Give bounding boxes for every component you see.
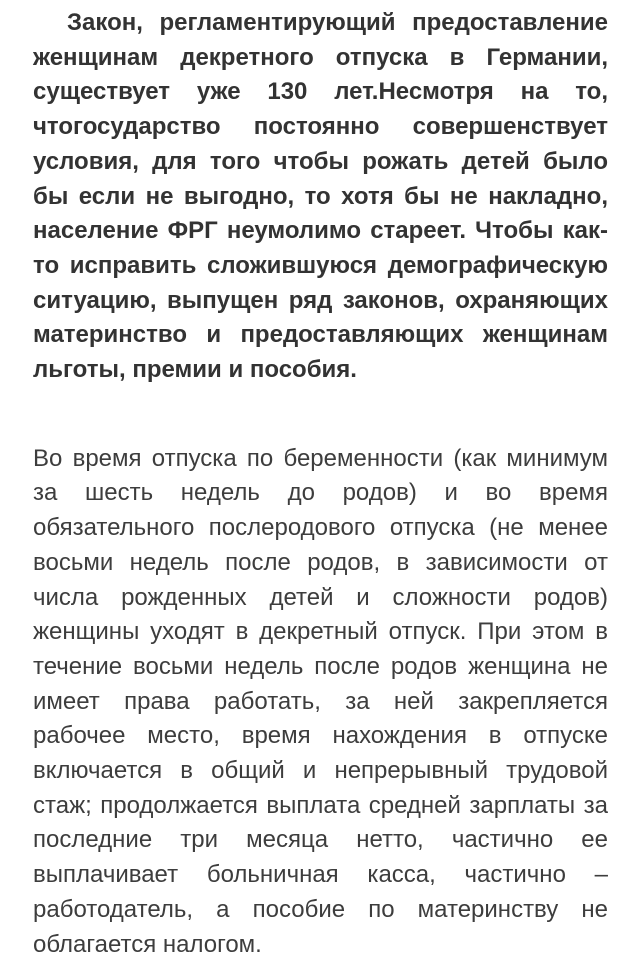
body-paragraph: Во время отпуска по беременности (как минимум за шесть недель до родов) и во время обязательного послеродового отпуска (не менее восьми недель после родов, в зависимости от числа рожденных детей и сложности родов) женщины уходят в декретный отпуск. При этом в течение восьми недель после родов женщина не имеет права работать, за ней закрепляется рабочее место, время нахождения в отпуске включается в общий и непрерывный трудовой стаж; продолжается выплата средней зарплаты за последние три месяца нетто, частично ее выплачивает больничная касса, частично – работодатель, а пособие по материнству не облагается налогом.: [33, 444, 608, 958]
lead-paragraph: Закон, регламентирующий предоставление женщинам декретного отпуска в Германии, существует уже 130 лет.Несмотря на то, чтогосударство постоянно совершенствует условия, для того чтобы рожать детей было бы если не выгодно, то хотя бы не накладно, население ФРГ неумолимо стареет. Чтобы как-то исправить сложившуюся демографическую ситуацию, выпущен ряд законов, охраняющих материнство и предоставляющих женщинам льготы, премии и пособия.: [33, 9, 608, 384]
